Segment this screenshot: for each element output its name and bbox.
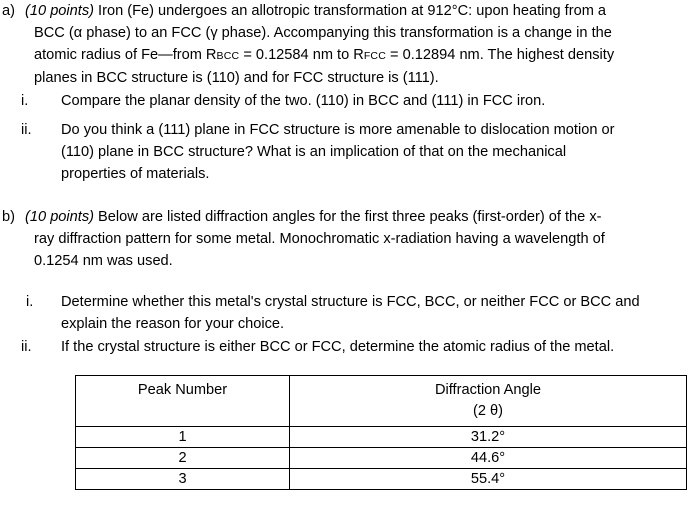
header-peak-number: Peak Number	[76, 376, 290, 427]
table-row	[76, 448, 687, 469]
angle-cell: 44.6°	[290, 448, 687, 469]
peak-number-cell: 2	[76, 448, 290, 469]
peak-number-cell: 3	[76, 469, 290, 490]
part-a-line-3: atomic radius of Fe—from RBCC = 0.12584 nm to RFCC = 0.12894 nm. The highest density	[34, 47, 615, 63]
diffraction-table	[75, 375, 687, 490]
table-header-row	[76, 376, 687, 427]
part-b-label: b)	[2, 209, 15, 225]
part-a-points: (10 points)	[25, 3, 94, 19]
peak-number-cell: 1	[76, 427, 290, 448]
subscript-bcc: BCC	[216, 50, 240, 62]
part-b-q1-line-2: explain the reason for your choice.	[61, 316, 285, 332]
part-a-q2-number: ii.	[21, 122, 32, 138]
header-diffraction-angle: Diffraction Angle (2 θ)	[290, 376, 687, 427]
angle-cell: 55.4°	[290, 469, 687, 490]
part-b-q1-number: i.	[26, 294, 34, 310]
header-two-theta: (2 θ)	[472, 403, 503, 419]
part-a-line-1	[2, 1, 606, 23]
part-a-intro: Iron (Fe) undergoes an allotropic transformation at 912°C: upon heating from a	[94, 3, 607, 19]
part-a-q2-line-2: (110) plane in BCC structure? What is an implication of that on the mechanical	[61, 144, 567, 160]
part-a-q2-line-3: properties of materials.	[61, 166, 210, 182]
part-b-q2-text: If the crystal structure is either BCC or FCC, determine the atomic radius of the metal.	[61, 339, 615, 355]
part-b-q1-line-1: Determine whether this metal's crystal structure is FCC, BCC, or neither FCC or BCC and	[61, 294, 640, 310]
part-a-label: a)	[2, 3, 15, 19]
part-a-q1-text: Compare the planar density of the two. (110) in BCC and (111) in FCC iron.	[61, 93, 546, 109]
angle-cell: 31.2°	[290, 427, 687, 448]
part-b-intro: Below are listed diffraction angles for the first three peaks (first-order) of the x-	[94, 209, 602, 225]
part-b-q2-number: ii.	[21, 339, 32, 355]
part-a-q1-number: i.	[21, 93, 29, 109]
table-row	[76, 427, 687, 448]
part-b-line-1	[2, 207, 602, 229]
part-b-points: (10 points)	[25, 209, 94, 225]
table-row	[76, 469, 687, 490]
part-b-line-2: ray diffraction pattern for some metal. Monochromatic x-radiation having a wavelength of	[34, 231, 605, 247]
part-a-line-4: planes in BCC structure is (110) and for FCC structure is (111).	[34, 70, 439, 86]
subscript-fcc: FCC	[363, 50, 386, 62]
part-a-line-2: BCC (α phase) to an FCC (γ phase). Accompanying this transformation is a change in the	[34, 25, 612, 41]
part-a-q2-line-1: Do you think a (111) plane in FCC structure is more amenable to dislocation motion or	[61, 122, 615, 138]
part-b-line-3: 0.1254 nm was used.	[34, 253, 173, 269]
